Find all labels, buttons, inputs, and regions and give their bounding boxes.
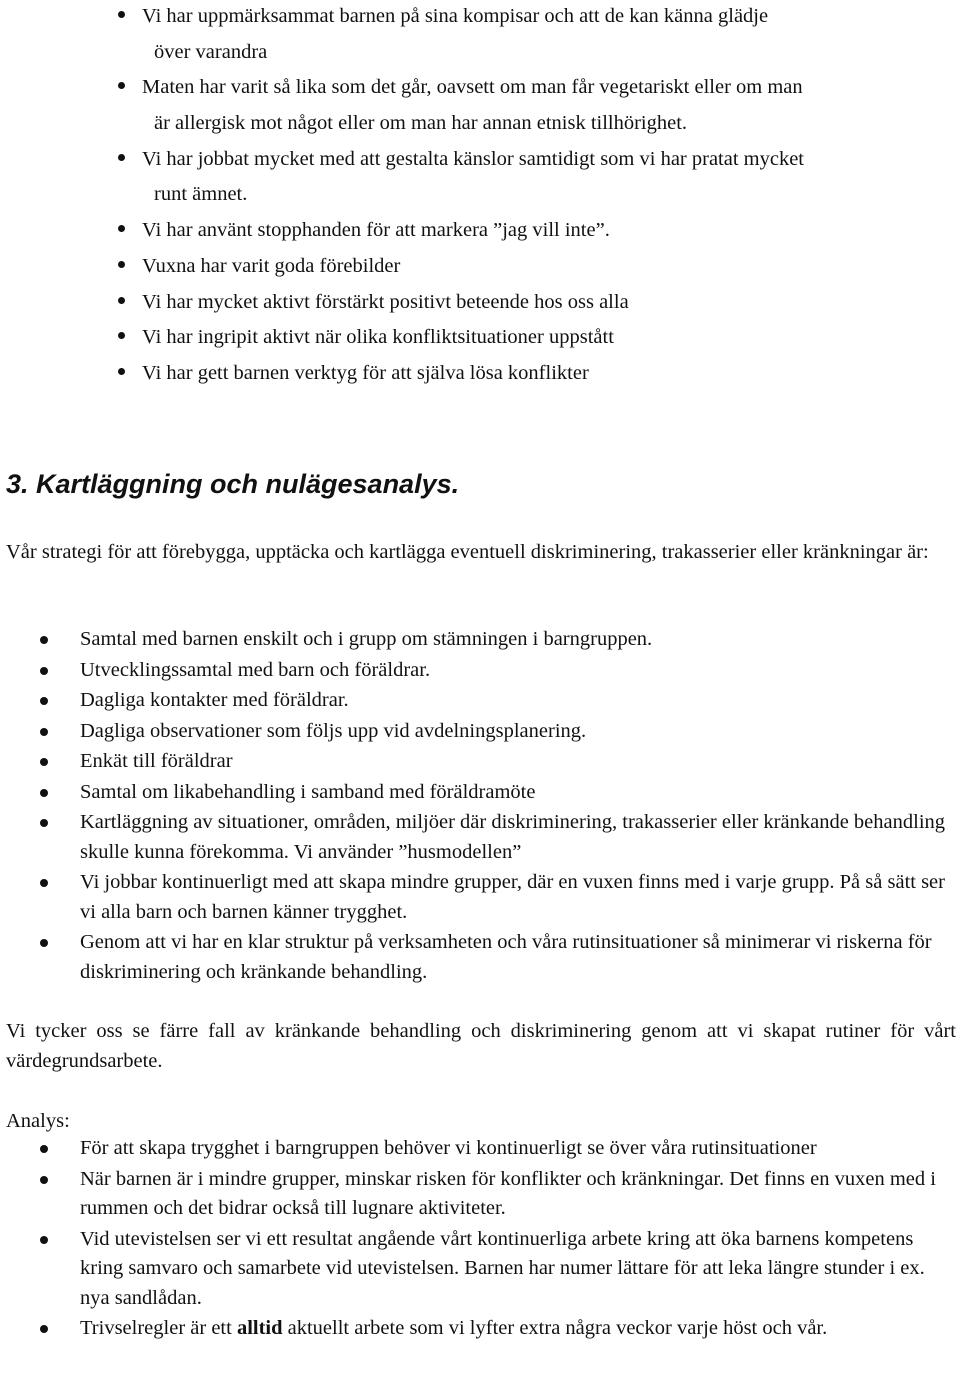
bullet-icon <box>118 368 125 375</box>
list-item <box>40 1165 958 1224</box>
list-item-text: Dagliga observationer som följs upp vid avdelningsplanering. <box>80 719 587 742</box>
analysis-heading: Analys: <box>6 1110 70 1132</box>
list-item-text: Enkät till föräldrar <box>80 750 233 772</box>
list-item-text: Vid utevistelsen ser vi ett resultat angående vårt kontinuerliga arbete kring att öka barnens kompetens kring samvaro och samarbete vid utevistelsen. Barnen har numer lättare för att leka längre stunder i ex. nya sandlådan. <box>80 1227 925 1309</box>
list-item <box>40 868 958 927</box>
list-item-line: Vi har uppmärksammat barnen på sina kompisar och att de kan känna glädje <box>142 5 769 27</box>
list-item-line: Maten har varit så lika som det går, oavsett om man får vegetariskt eller om man <box>142 76 803 99</box>
list-item <box>118 0 960 71</box>
list-item <box>118 250 960 286</box>
list-item-line: Vi har använt stopphanden för att markera ”jag vill inte”. <box>142 219 610 242</box>
bullet-icon <box>40 758 48 766</box>
list-item-text-before: Trivselregler är ett <box>80 1317 237 1339</box>
list-item-text: När barnen är i mindre grupper, minskar risken för konflikter och kränkningar. Det finns en vuxen med i rummen och det bidrar också till lugnare aktiviteter. <box>80 1167 936 1219</box>
strategy-list <box>40 625 958 988</box>
bullet-icon <box>40 1176 48 1184</box>
list-item <box>40 1225 958 1314</box>
list-item-text: För att skapa trygghet i barngruppen behöver vi kontinuerligt se över våra rutinsituationer <box>80 1137 817 1159</box>
list-item-text: Samtal om likabehandling i samband med föräldramöte <box>80 780 536 803</box>
bullet-icon <box>118 332 125 339</box>
bullet-icon <box>40 667 48 675</box>
list-item-text: Kartläggning av situationer, områden, miljöer där diskriminering, trakasserier eller kränkande behandling skulle kunna förekomma. Vi använder ”husmodellen” <box>80 811 946 863</box>
summary-paragraph: Vi tycker oss se färre fall av kränkande behandling och diskriminering genom att vi skapat rutiner för vårt värdegrundsarbete. <box>6 1020 956 1072</box>
list-item <box>118 214 960 250</box>
list-item-text-after: aktuellt arbete som vi lyfter extra några veckor varje höst och vår. <box>282 1317 828 1339</box>
list-item-text: Utvecklingssamtal med barn och föräldrar. <box>80 658 431 681</box>
bullet-icon <box>40 939 48 947</box>
list-item <box>40 778 958 808</box>
bullet-icon <box>118 261 125 268</box>
bullet-icon <box>40 789 48 797</box>
emphasis-text: alltid <box>236 1317 283 1339</box>
bullet-icon <box>40 1145 48 1153</box>
list-item <box>118 71 960 142</box>
list-item <box>118 286 960 322</box>
bullet-icon <box>40 636 48 644</box>
bullet-icon <box>40 819 48 827</box>
list-item <box>40 625 958 655</box>
list-item <box>40 1314 958 1344</box>
list-item-line: Vuxna har varit goda förebilder <box>142 254 401 277</box>
list-item <box>40 928 958 987</box>
bullet-icon <box>118 11 125 18</box>
analysis-list <box>40 1134 958 1345</box>
section-heading: 3. Kartläggning och nulägesanalys. <box>6 469 460 499</box>
list-item <box>40 656 958 686</box>
bullet-icon <box>40 697 48 705</box>
bullet-icon <box>118 297 125 304</box>
list-item-line: Vi har ingripit aktivt när olika konfliktsituationer uppstått <box>142 326 614 349</box>
bullet-icon <box>40 879 48 887</box>
list-item-text: Genom att vi har en klar struktur på verksamheten och våra rutinsituationer så minimerar vi riskerna för diskriminering och kränkande behandling. <box>80 931 932 983</box>
bullet-icon <box>40 1325 48 1333</box>
bullet-icon <box>118 154 125 161</box>
list-item <box>118 321 960 357</box>
list-item-text: Dagliga kontakter med föräldrar. <box>80 689 349 711</box>
list-item <box>118 143 960 214</box>
strategy-intro: Vår strategi för att förebygga, upptäcka och kartlägga eventuell diskriminering, trakasserier eller kränkningar är: <box>6 541 929 563</box>
list-item-line: Vi har mycket aktivt förstärkt positivt beteende hos oss alla <box>142 290 629 313</box>
list-item <box>118 357 960 393</box>
list-item-line: över varandra <box>154 40 268 63</box>
list-item-text: Vi jobbar kontinuerligt med att skapa mindre grupper, där en vuxen finns med i varje grupp. På så sätt ser vi alla barn och barnen känner trygghet. <box>80 871 945 923</box>
achievements-list <box>118 0 960 393</box>
bullet-icon <box>118 82 125 89</box>
bullet-icon <box>40 728 48 736</box>
list-item <box>40 808 958 867</box>
list-item-line: Vi har gett barnen verktyg för att själva lösa konflikter <box>142 361 589 384</box>
list-item-text: Samtal med barnen enskilt och i grupp om stämningen i barngruppen. <box>80 628 653 650</box>
bullet-icon <box>40 1236 48 1244</box>
list-item <box>40 747 958 777</box>
list-item <box>40 1134 958 1164</box>
list-item-line: runt ämnet. <box>154 183 248 206</box>
list-item-line: är allergisk mot något eller om man har annan etnisk tillhörighet. <box>154 112 688 135</box>
list-item <box>40 717 958 747</box>
bullet-icon <box>118 225 125 232</box>
list-item <box>40 686 958 716</box>
list-item-line: Vi har jobbat mycket med att gestalta känslor samtidigt som vi har pratat mycket <box>142 147 804 170</box>
